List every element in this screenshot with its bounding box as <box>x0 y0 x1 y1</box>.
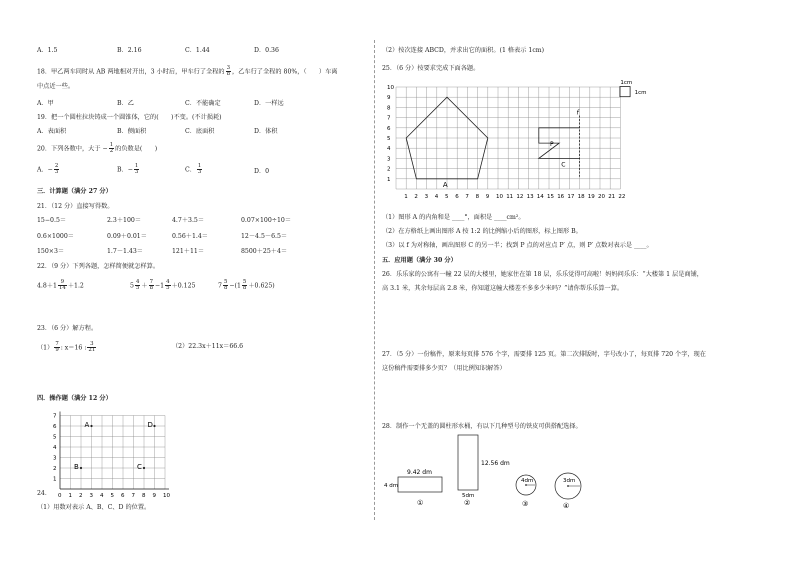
shape-label-2: ② <box>464 499 471 507</box>
expr3-f2 <box>242 280 247 292</box>
expr2-f3d: 5 <box>166 285 170 292</box>
expr3-f2n: 5 <box>242 279 247 285</box>
q25-item-3: （3）以 f 为对称轴，画出图形 C 的另一半；找到 P 点的对应点 P′ 点，则 P′ 点数对表示是 ____。 <box>382 242 653 249</box>
q18-fraction <box>226 66 231 78</box>
q28-text: 28．制作一个无盖的圆柱形水桶，有以下几种型号的铁皮可供搭配选择。 <box>382 423 582 430</box>
rect1-height-label: 4 dm <box>384 483 399 489</box>
eq1-f1 <box>54 342 59 354</box>
point-label-d: D <box>147 421 153 429</box>
y-tick-label: 5 <box>53 434 57 441</box>
y-tick-label: 6 <box>53 424 57 430</box>
y-tick-label: 4 <box>387 146 391 153</box>
expr2-c: −1 <box>155 282 165 290</box>
section3-heading: 三．计算题（满分 27 分） <box>37 188 112 195</box>
q20-option-b <box>117 164 140 176</box>
shape-label-3: ③ <box>522 500 529 508</box>
x-tick-label: 4 <box>100 493 104 499</box>
x-tick-label: 12 <box>516 194 524 200</box>
q20-option-b-frac <box>134 164 139 176</box>
eq1-f1d: 9 <box>55 347 59 354</box>
calc-cell: 4.7＋3.5＝ <box>172 217 205 224</box>
q24-part-2: （2）按次连接 ABCD，并求出它的面积。(1 格表示 1cm) <box>382 47 545 54</box>
x-tick-label: 17 <box>567 194 575 200</box>
q26-line2: 高 3.1 米，其余每层高 2.8 米，你知道这幢大楼差不多多少米吗？”请你帮乐乐算一算。 <box>382 285 624 292</box>
calc-cell: 0.07×100÷10＝ <box>241 217 292 224</box>
x-tick-label: 9 <box>152 493 156 499</box>
q18-option-b: B．乙 <box>117 100 134 107</box>
circle4-label: 3dm <box>563 478 576 484</box>
expr1-frac <box>58 280 67 292</box>
column-separator <box>374 40 375 520</box>
expr2-f2d: 8 <box>149 285 153 292</box>
x-tick-label: 19 <box>587 194 595 200</box>
calc-cell: 12－4.5－6.5＝ <box>241 233 288 240</box>
circle3-center <box>525 484 527 486</box>
q19-option-c: C．底面积 <box>185 128 215 135</box>
expr1-a: 4.8＋1 <box>37 282 57 290</box>
expr3-f2d: 8 <box>242 285 247 292</box>
q20-text-b: 的负数是( ) <box>115 145 158 153</box>
circle4-center <box>567 485 569 487</box>
x-tick-label: 10 <box>496 194 503 200</box>
y-tick-label: 6 <box>387 125 391 132</box>
rect2-width-label: 5dm <box>462 493 475 499</box>
point-p-label: P <box>550 141 554 149</box>
q20-a-num: 2 <box>54 163 59 169</box>
q18-line2: 中点近一些。 <box>37 83 75 90</box>
axis-f-label: f <box>576 109 579 117</box>
q18-text-a: 18．甲乙两车同时从 AB 两地相对开出，3 小时后，甲车行了全程的 <box>37 68 225 76</box>
y-tick-label: 1 <box>387 176 391 183</box>
calc-cell: 0.56＋1.4＝ <box>172 233 208 240</box>
expr2-f2 <box>149 280 154 292</box>
expr2-f1n: 4 <box>135 279 140 285</box>
q19-option-d: D．体积 <box>254 128 278 135</box>
calc-cell: 2.3＋100＝ <box>107 217 142 224</box>
unit-square <box>620 87 630 97</box>
expr2-f2n: 7 <box>149 279 153 285</box>
calc-cell: 0.09＋0.01＝ <box>107 233 147 240</box>
q20-option-a-frac <box>54 164 59 176</box>
y-tick-label: 9 <box>387 95 391 102</box>
expr3-a: 7 <box>218 282 222 290</box>
point-label-a: A <box>84 421 90 429</box>
small-grid-body <box>53 412 170 500</box>
q26-line1: 26．乐乐家的公寓有一幢 22 层的大楼里，她家住在第 18 层，乐乐觉得可高啦！妈妈问乐乐：“大楼第 1 层是商铺， <box>382 271 703 278</box>
eq1-f2n: 3 <box>87 342 96 348</box>
x-tick-label: 22 <box>618 194 626 200</box>
x-tick-label: 7 <box>465 194 469 200</box>
unit-side-label: 1cm <box>634 90 647 97</box>
big-grid-body <box>387 80 646 200</box>
expr2-f3 <box>165 280 170 292</box>
section4-heading: 四．操作题（满分 12 分） <box>37 395 112 402</box>
x-tick-label: 9 <box>485 194 490 200</box>
q28-shapes <box>378 430 588 512</box>
circle3-label: 4dm <box>521 478 534 484</box>
x-tick-label: 18 <box>577 194 585 200</box>
x-tick-label: 3 <box>89 493 93 499</box>
q20-a-den: 3 <box>54 169 59 176</box>
eq1-a: （1） <box>37 344 54 352</box>
q18-option-a: A．甲 <box>37 100 54 107</box>
shape-label-1: ① <box>417 499 424 507</box>
x-tick-label: 20 <box>598 194 605 200</box>
rect1-width-label: 9.42 dm <box>407 469 432 476</box>
x-tick-label: 3 <box>424 194 429 200</box>
q22-expr-3 <box>218 280 275 292</box>
q23-text: 23．（6 分）解方程。 <box>37 325 98 332</box>
q20-text-a: 20．下列各数中，大于 − <box>37 145 108 153</box>
eq1-f2d: 21 <box>88 347 96 354</box>
calc-cell: 8500＋25＋4＝ <box>241 248 288 255</box>
q20-fraction <box>109 143 114 155</box>
q20-option-c <box>185 164 203 176</box>
calc-cell: 15−0.5＝ <box>37 217 67 224</box>
expr3-b: −(1 <box>229 282 241 290</box>
calc-cell: 150×3＝ <box>37 248 65 255</box>
q17-option-b: B．2.16 <box>117 47 142 54</box>
section5-heading: 五．应用题（满分 30 分） <box>382 257 457 264</box>
shape-label-4: ④ <box>563 502 570 510</box>
x-tick-label: 15 <box>547 194 554 200</box>
point-c <box>143 467 145 469</box>
y-tick-label: 7 <box>53 413 57 420</box>
q20-option-c-frac <box>197 164 202 176</box>
x-tick-label: 10 <box>163 493 170 499</box>
q20-option-a <box>37 164 60 176</box>
eq1-b: : x＝16 : <box>60 344 87 352</box>
q20-c-num: 1 <box>197 163 202 169</box>
calc-cell: 121＋11＝ <box>172 248 205 255</box>
eq1-f2 <box>87 342 96 354</box>
x-tick-label: 7 <box>131 493 135 499</box>
q20-option-d: D．0 <box>254 168 270 175</box>
x-tick-label: 5 <box>110 493 114 499</box>
expr2-a: 5 <box>130 282 134 290</box>
q18-text-b: ，乙车行了全程的 80%，（ ）车离 <box>232 68 338 76</box>
q18-option-c: C．不能确定 <box>185 100 221 107</box>
y-tick-label: 3 <box>387 156 391 163</box>
q23-eq-1 <box>37 342 97 354</box>
q17-option-c: C．1.44 <box>185 47 210 54</box>
q20-option-b-label: B．− <box>117 166 133 174</box>
point-b <box>80 467 82 469</box>
point-label-b: B <box>74 463 79 471</box>
q21-text: 21．（12 分）直接写得数。 <box>37 203 114 210</box>
x-tick-label: 6 <box>121 493 125 499</box>
q18-line1 <box>37 66 337 78</box>
unit-top-label: 1cm <box>620 80 633 86</box>
q25-text: 25．（6 分）按要求完成下面各题。 <box>382 65 480 72</box>
q20-c-den: 3 <box>197 169 202 176</box>
x-tick-label: 5 <box>445 194 449 200</box>
y-tick-label: 10 <box>387 85 394 91</box>
big-grid <box>378 76 668 210</box>
x-tick-label: 14 <box>536 194 544 200</box>
q17-option-d: D．0.36 <box>254 47 279 54</box>
x-tick-label: 13 <box>526 194 534 200</box>
rect-sheet-2 <box>458 435 478 490</box>
q24-label: 24． <box>37 490 52 497</box>
y-tick-label: 4 <box>53 445 57 451</box>
y-tick-label: 8 <box>387 105 391 112</box>
expr3-c: ＋0.625) <box>248 282 275 290</box>
x-tick-label: 8 <box>142 493 146 499</box>
y-tick-label: 7 <box>387 115 391 122</box>
q22-expr-2 <box>130 280 195 292</box>
expr3-f1d: 8 <box>223 285 228 292</box>
q22-text: 22．（9 分）下列各题，怎样简便就怎样算。 <box>37 263 160 270</box>
q19-text: 19．把一个圆柱拉块铸成一个圆锥体，它的( )不变。(不计损耗) <box>37 114 222 121</box>
rect2-height-label: 12.56 dm <box>481 460 510 467</box>
y-tick-label: 1 <box>53 476 57 483</box>
x-tick-label: 2 <box>79 493 83 499</box>
expr2-f3n: 4 <box>166 279 170 285</box>
x-tick-label: 0 <box>58 493 62 499</box>
q24-part-1: （1）用数对表示 A、B、C、D 的位置。 <box>37 504 151 511</box>
point-d <box>153 425 155 427</box>
q20-frac-num: 1 <box>109 142 114 148</box>
q27-line2: 这份稿件需要排多少页？（用比例知识解答） <box>382 365 506 372</box>
q18-option-d: D．一样远 <box>254 100 284 107</box>
expr1-b: ＋1.2 <box>67 282 84 290</box>
expr1-den: 14 <box>58 285 66 292</box>
x-tick-label: 11 <box>506 194 514 200</box>
x-tick-label: 16 <box>557 194 565 200</box>
small-grid <box>40 405 188 501</box>
y-tick-label: 3 <box>53 455 57 462</box>
q27-line1: 27．（5 分）一份稿件，原来每页排 576 个字，需要排 125 页。第二次排版时，字号改小了，每页排 720 个字，现在 <box>382 351 706 358</box>
x-tick-label: 8 <box>475 194 480 200</box>
q22-expr-1 <box>37 280 84 292</box>
expr2-f1d: 5 <box>135 285 140 292</box>
q18-frac-num: 3 <box>226 65 231 71</box>
expr3-f1n: 5 <box>223 279 228 285</box>
expr1-num: 9 <box>58 280 67 286</box>
shape-c-label: C <box>561 161 566 169</box>
q18-frac-den: 8 <box>226 71 231 78</box>
shape-a-label: A <box>442 180 448 189</box>
y-tick-label: 5 <box>387 136 391 142</box>
y-tick-label: 2 <box>387 166 391 173</box>
x-tick-label: 1 <box>404 194 408 200</box>
q20-b-den: 3 <box>134 169 139 176</box>
calc-cell: 1.7－1.43＝ <box>107 248 143 255</box>
q23-eq-2: （2）22.3x＋11x＝66.6 <box>172 343 244 350</box>
q20-b-num: 1 <box>134 163 139 169</box>
expr2-d: ＋0.125 <box>171 282 196 290</box>
point-a <box>90 425 92 427</box>
expr2-b: ＋ <box>141 282 148 290</box>
rect-sheet-1 <box>398 477 442 492</box>
x-tick-label: 6 <box>455 194 459 200</box>
x-tick-label: 4 <box>434 194 439 200</box>
q17-option-a: A．1.5 <box>37 47 58 54</box>
x-tick-label: 2 <box>414 194 418 200</box>
x-tick-label: 21 <box>608 194 616 200</box>
expr2-f1 <box>135 280 140 292</box>
q25-item-1: （1）图形 A 的内角和是 ____°，面积是 ____cm²。 <box>382 214 525 221</box>
q20-option-a-label: A．− <box>37 166 53 174</box>
x-tick-label: 1 <box>68 493 72 499</box>
q25-item-2: （2）在方格纸上画出图形 A 按 1:2 的比例缩小后的图形，标上图形 B。 <box>382 228 582 235</box>
q20-text <box>37 143 157 155</box>
eq1-f1n: 7 <box>55 341 59 347</box>
calc-cell: 0.6×1000＝ <box>37 233 74 240</box>
q19-option-a: A．表面积 <box>37 128 67 135</box>
expr3-f1 <box>223 280 228 292</box>
q19-option-b: B．侧面积 <box>117 128 147 135</box>
point-label-c: C <box>137 463 142 471</box>
q20-option-c-label: C． <box>185 166 196 174</box>
y-tick-label: 2 <box>53 466 57 472</box>
q20-frac-den: 2 <box>109 148 114 155</box>
